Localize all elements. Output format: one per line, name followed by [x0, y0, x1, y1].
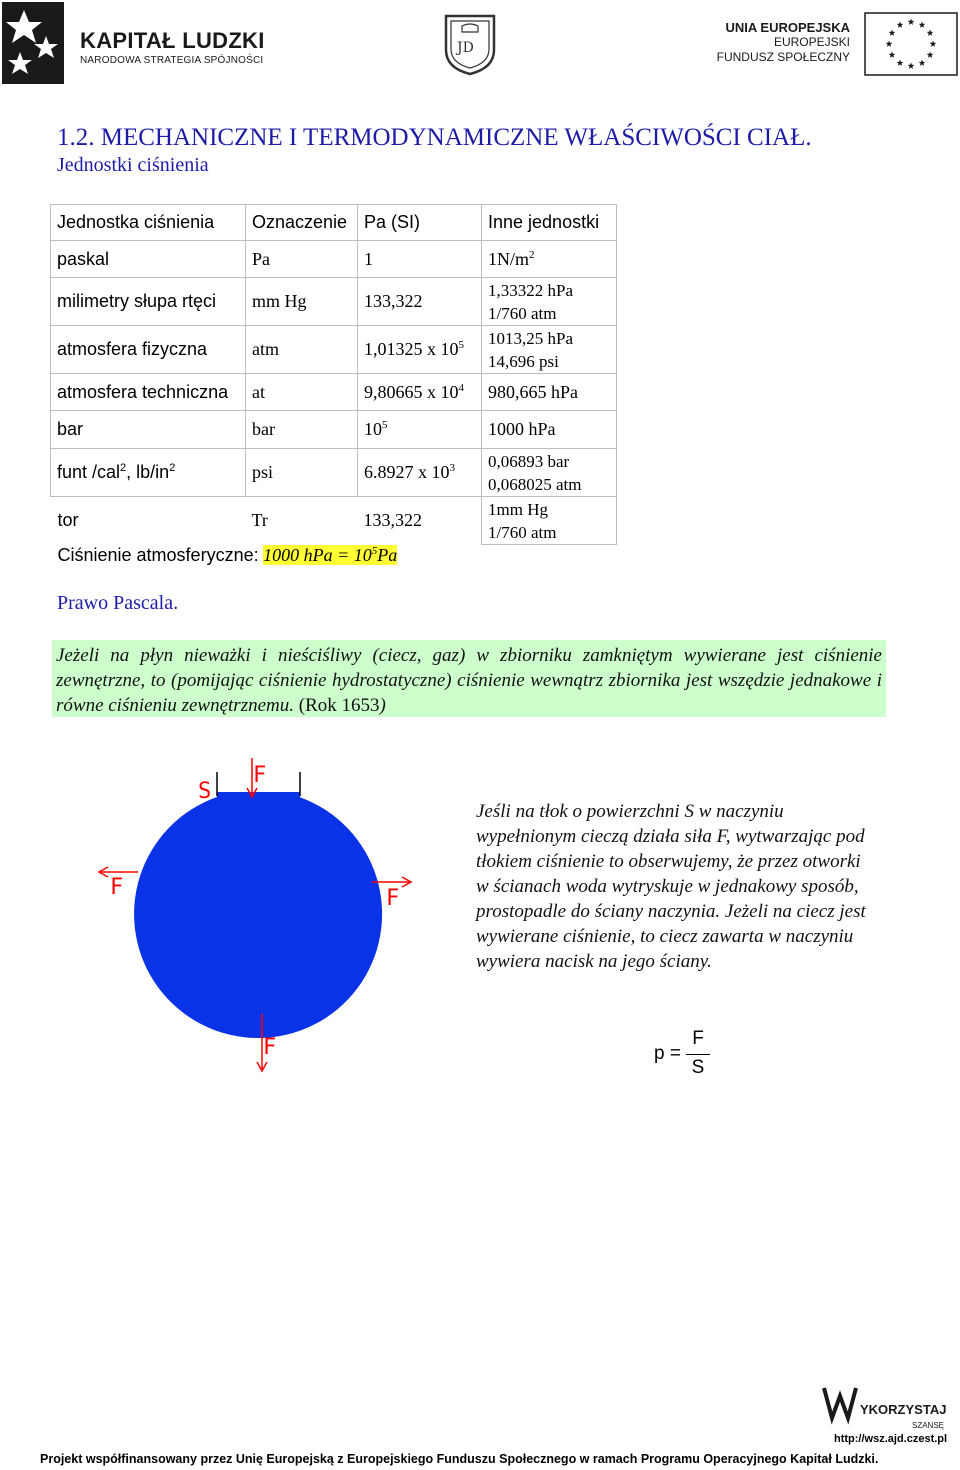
label-f-left: F	[110, 875, 124, 900]
atm-pressure-value: 1000 hPa = $10^5Pa$	[263, 544, 398, 565]
university-crest-icon	[442, 12, 498, 76]
star-logo-icon	[2, 2, 64, 84]
pressure-units-table	[50, 204, 617, 577]
table-row	[51, 241, 617, 278]
row-other: 1013,25 hPa 14,696 psi	[482, 326, 617, 374]
row-si: 133,322	[358, 497, 482, 545]
header-unit: Jednostka ciśnienia	[51, 205, 246, 241]
row-name: funt /cal$^2$, $lb/in^2$	[51, 449, 246, 497]
table-row	[51, 326, 617, 374]
wyk-text: YKORZYSTAJ	[860, 1402, 947, 1417]
label-s: S	[198, 779, 212, 804]
row-si: 133,322	[358, 278, 482, 326]
row-name: tor	[57, 510, 79, 531]
eu-flag-icon	[864, 12, 958, 76]
row-symbol: Pa	[246, 241, 358, 278]
row-other: 0,06893 bar 0,068025 atm	[482, 449, 617, 497]
atm-pressure-cell	[51, 545, 482, 577]
row-other: 1,33322 hPa 1/760 atm	[482, 278, 617, 326]
row-si: 9,80665 x $10^4$	[358, 374, 482, 411]
row-symbol: mm Hg	[246, 278, 358, 326]
footer-note: Projekt współfinansowany przez Unię Europejską z Europejskiego Funduszu Społecznego w ramach Programu Operacyjnego Kapitał Ludzki.	[40, 1452, 879, 1466]
row-symbol: at	[246, 374, 358, 411]
svg-text:JD: JD	[457, 40, 474, 56]
row-si: 1	[358, 241, 482, 278]
row-name: bar	[51, 411, 246, 449]
row-si: $10^5$	[358, 411, 482, 449]
table-row	[51, 411, 617, 449]
row-name: atmosfera fizyczna	[51, 326, 246, 374]
table-row	[51, 497, 617, 545]
pascal-diagram	[90, 752, 450, 1082]
pascal-description: Jeśli na tłok o powierzchni S w naczyniu wypełnionym cieczą działa siła F, wytwarzając pod tłokiem ciśnienie to obserwujemy, że przez otworki w ścianach woda wytryskuje w jednakowy sposób, prostopadle do ściany naczynia. Jeżeli na ciecz jest wywierane ciśnienie, to ciecz zawarta w naczyniu wywiera nacisk na jego ściany.	[476, 801, 866, 972]
header-si: Pa (SI)	[358, 205, 482, 241]
table-row	[51, 278, 617, 326]
ue-line2: EUROPEJSKI	[773, 35, 850, 49]
row-si: 6.8927 x $10^3$	[358, 449, 482, 497]
ue-line1: UNIA EUROPEJSKA	[725, 20, 850, 35]
row-symbol: Tr	[251, 510, 268, 531]
formula-numerator: F	[692, 1028, 704, 1049]
vessel-fill	[134, 793, 382, 1038]
pascal-title: Prawo Pascala.	[57, 592, 179, 614]
kl-title: KAPITAŁ LUDZKI	[80, 28, 265, 53]
row-name: atmosfera techniczna	[51, 374, 246, 411]
row-si: 1,01325 x $10^5$	[358, 326, 482, 374]
wyk-sub: SZANSĘ	[912, 1421, 945, 1430]
row-other: 1mm Hg 1/760 atm	[482, 497, 617, 545]
section-title: 1.2. MECHANICZNE I TERMODYNAMICZNE WŁAŚCIWOŚCI CIAŁ.	[57, 124, 812, 151]
ue-line3: FUNDUSZ SPOŁECZNY	[716, 50, 850, 64]
subsection-title: Jednostki ciśnienia	[57, 154, 209, 176]
formula-denominator: S	[691, 1057, 705, 1078]
row-name: paskal	[51, 241, 246, 278]
atm-pressure-row	[51, 545, 617, 577]
row-symbol: atm	[246, 326, 358, 374]
row-symbol: bar	[246, 411, 358, 449]
label-f-top: F	[253, 763, 267, 788]
formula-fraction	[686, 1028, 710, 1081]
fraction-bar	[686, 1054, 710, 1055]
law-text: Jeżeli na płyn nieważki i nieściśliwy (ciecz, gaz) w zbiorniku zamkniętym wywierane jest ciśnienie zewnętrzne, to (pomijając ciśnienie hydrostatyczne) ciśnienie wewnątrz zbiornika jest wszędzie jednakowe i równe ciśnieniu zewnętrznemu.	[56, 645, 882, 716]
law-year: Rok 1653	[305, 695, 380, 716]
row-other: 980,665 hPa	[482, 374, 617, 411]
atm-pressure-label: Ciśnienie atmosferyczne:	[57, 544, 259, 565]
row-other: 1000 hPa	[482, 411, 617, 449]
kapital-ludzki-logo	[0, 0, 300, 85]
header-other: Inne jednostki	[482, 205, 617, 241]
row-symbol: psi	[246, 449, 358, 497]
formula-lhs: p =	[654, 1043, 681, 1064]
ue-text-block	[717, 20, 850, 65]
header-symbol: Oznaczenie	[246, 205, 358, 241]
label-f-bottom: F	[263, 1035, 277, 1060]
table-row	[51, 449, 617, 497]
row-other: $1N/m^2$	[482, 241, 617, 278]
table-header-row	[51, 205, 617, 241]
row-name: milimetry słupa rtęci	[51, 278, 246, 326]
label-f-right: F	[386, 886, 400, 911]
footer-url[interactable]: http://wsz.ajd.czest.pl	[834, 1433, 948, 1445]
table-row	[51, 374, 617, 411]
pascal-law-box: Jeżeli na płyn nieważki i nieściśliwy (ciecz, gaz) w zbiorniku zamkniętym wywierane jest ciśnienie zewnętrzne, to (pomijając ciśnienie hydrostatyczne) ciśnienie wewnątrz zbiornika jest wszędzie jednakowe i równe ciśnieniu zewnętrznemu. (Rok 1653)	[52, 640, 886, 717]
wykorzystaj-szanse-logo	[820, 1378, 960, 1434]
kl-subtitle: NARODOWA STRATEGIA SPÓJNOŚCI	[80, 55, 264, 66]
